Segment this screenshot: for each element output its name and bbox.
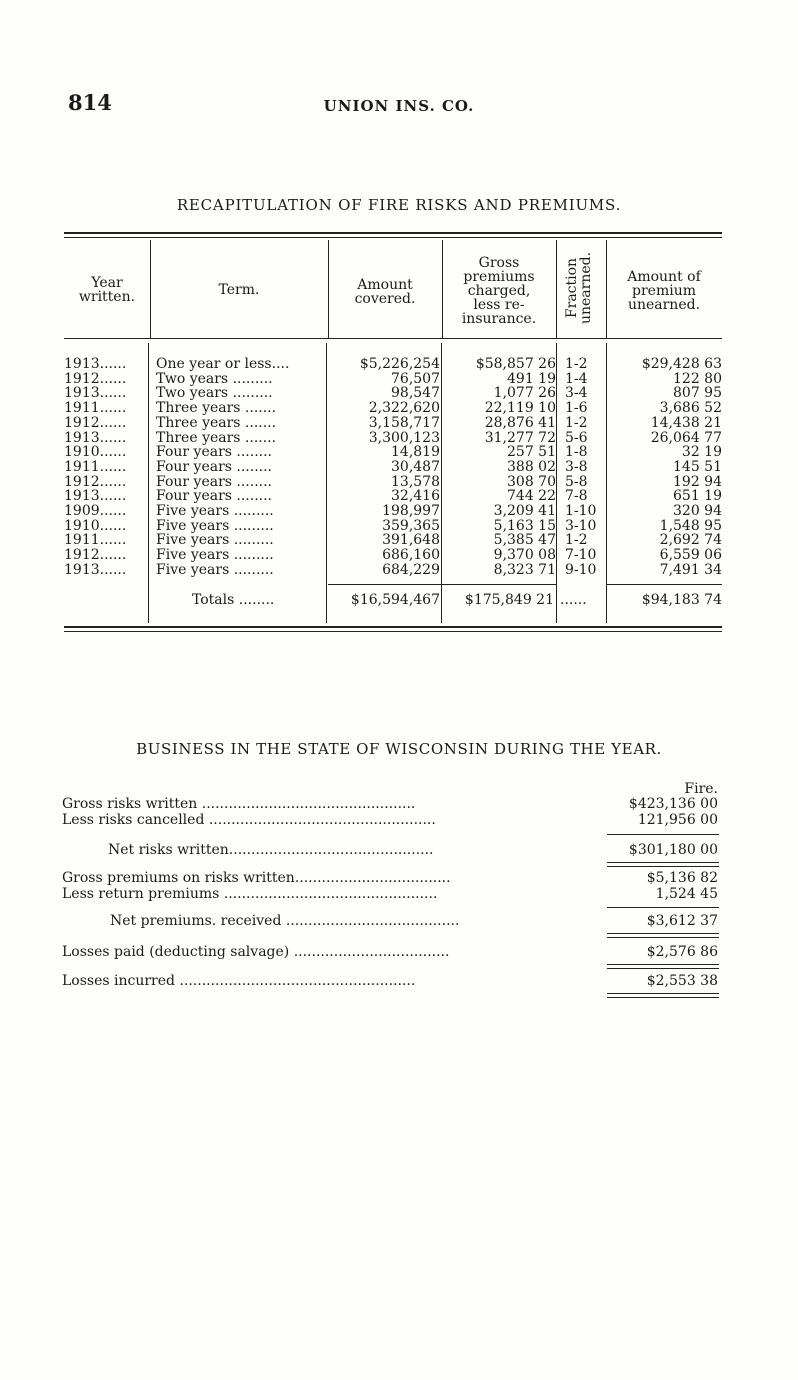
line-label: Net premiums. received ....................................... (110, 913, 460, 929)
subtotal-rule (607, 834, 719, 835)
header-unearned-line: unearned. (627, 297, 701, 313)
cell-gross: 257 51 (507, 445, 556, 460)
header-amount (328, 278, 442, 306)
recap-title: RECAPITULATION OF FIRE RISKS AND PREMIUMS. (176, 196, 622, 214)
table-top-rule (64, 232, 722, 234)
table-row (0, 416, 798, 431)
header-fraction-line: unearned. (578, 251, 594, 325)
header-amount-line: Amount (357, 277, 413, 293)
cell-year: 1913...... (64, 386, 127, 402)
totals-rule (442, 584, 556, 585)
cell-unearned: 807 95 (673, 386, 722, 402)
cell-fraction: 5-6 (565, 430, 588, 446)
totals-amount: $16,594,467 (350, 592, 440, 608)
cell-amount: 391,648 (382, 533, 440, 549)
cell-unearned: 122 80 (673, 371, 722, 387)
line-value: $301,180 00 (628, 842, 718, 858)
table-row (0, 504, 798, 519)
header-fraction (556, 240, 602, 336)
fire-column-header: Fire. (684, 781, 718, 797)
cell-amount: 684,229 (382, 562, 440, 578)
table-row (0, 372, 798, 387)
cell-unearned: 1,548 95 (659, 518, 722, 534)
cell-unearned: 32 19 (681, 445, 722, 460)
line-label: Gross risks written ................................................ (62, 796, 416, 812)
cell-fraction: 1-8 (565, 445, 588, 460)
cell-fraction: 9-10 (565, 562, 597, 578)
cell-year: 1913...... (64, 357, 127, 372)
line-label: Net risks written.............................................. (108, 842, 434, 858)
table-row (0, 357, 798, 372)
totals-rule (607, 584, 722, 585)
line-value: 1,524 45 (655, 886, 718, 902)
cell-term: Five years ......... (156, 548, 274, 563)
total-rule (607, 997, 719, 998)
cell-fraction: 3-8 (565, 459, 588, 475)
page-number: 814 (68, 90, 112, 115)
cell-amount: $5,226,254 (359, 357, 440, 372)
table-bottom-rule-2 (64, 631, 722, 632)
cell-amount: 3,158,717 (368, 415, 440, 431)
line-label: Less return premiums ................................................ (62, 886, 438, 902)
header-gross-line: insurance. (461, 311, 537, 327)
cell-amount: 3,300,123 (368, 430, 440, 446)
totals-gross: $175,849 21 (464, 592, 554, 608)
cell-amount: 686,160 (382, 548, 440, 563)
table-row (0, 519, 798, 534)
cell-unearned: 6,559 06 (659, 548, 722, 563)
cell-term: Five years ......... (156, 504, 274, 519)
cell-gross: 388 02 (507, 459, 556, 475)
cell-year: 1910...... (64, 445, 127, 460)
cell-fraction: 7-8 (565, 489, 588, 504)
line-label: Losses paid (deducting salvage) ................................... (62, 944, 450, 960)
cell-amount: 2,322,620 (368, 401, 440, 416)
cell-fraction: 1-10 (565, 504, 597, 519)
line-value: $2,553 38 (646, 973, 718, 989)
cell-unearned: 145 51 (673, 459, 722, 475)
line-value: $2,576 86 (646, 944, 718, 960)
line-value: $3,612 37 (646, 913, 718, 929)
cell-gross: 308 70 (507, 474, 556, 490)
cell-amount: 359,365 (382, 518, 440, 534)
cell-year: 1912...... (64, 474, 127, 490)
total-rule (607, 933, 719, 934)
cell-gross: 3,209 41 (493, 504, 556, 519)
cell-year: 1912...... (64, 548, 127, 563)
header-year (64, 276, 150, 304)
table-row (0, 445, 798, 460)
cell-gross: 1,077 26 (493, 386, 556, 402)
table-row (0, 548, 798, 563)
cell-term: Three years ....... (156, 415, 277, 431)
header-unearned-line: Amount of (627, 269, 701, 285)
header-gross-line: Gross (478, 255, 520, 271)
cell-unearned: 192 94 (673, 474, 722, 490)
total-rule (607, 968, 719, 969)
header-gross (442, 256, 556, 326)
header-bottom-rule (64, 338, 722, 339)
cell-unearned: 3,686 52 (659, 401, 722, 416)
header-unearned-line: premium (632, 283, 696, 299)
table-row (0, 431, 798, 446)
table-row (0, 386, 798, 401)
cell-unearned: $29,428 63 (641, 357, 722, 372)
cell-term: Five years ......... (156, 562, 274, 578)
cell-term: Four years ........ (156, 445, 273, 460)
totals-unearned: $94,183 74 (641, 592, 722, 608)
cell-year: 1913...... (64, 430, 127, 446)
cell-gross: 9,370 08 (493, 548, 556, 563)
header-term (150, 283, 328, 297)
cell-term: Five years ......... (156, 518, 274, 534)
cell-gross: 31,277 72 (484, 430, 556, 446)
cell-amount: 13,578 (391, 474, 440, 490)
cell-gross: 22,119 10 (484, 401, 556, 416)
line-label: Less risks cancelled ................................................... (62, 812, 436, 828)
cell-amount: 198,997 (382, 504, 440, 519)
cell-fraction: 3-4 (565, 386, 588, 402)
cell-year: 1910...... (64, 518, 127, 534)
cell-fraction: 1-2 (565, 357, 588, 372)
cell-term: Four years ........ (156, 474, 273, 490)
line-value: $5,136 82 (646, 870, 718, 886)
cell-term: Three years ....... (156, 401, 277, 416)
header-unearned (606, 270, 722, 312)
table-top-rule-2 (64, 237, 722, 238)
table-row (0, 489, 798, 504)
cell-amount: 98,547 (391, 386, 440, 402)
table-row (0, 460, 798, 475)
cell-year: 1912...... (64, 371, 127, 387)
cell-amount: 30,487 (391, 459, 440, 475)
header-year-line: written. (78, 289, 136, 305)
line-value: 121,956 00 (637, 812, 718, 828)
cell-gross: 744 22 (507, 489, 556, 504)
total-rule (607, 862, 719, 863)
cell-term: Three years ....... (156, 430, 277, 446)
header-amount-line: covered. (354, 291, 416, 307)
cell-fraction: 1-4 (565, 371, 588, 387)
cell-amount: 14,819 (391, 445, 440, 460)
cell-year: 1909...... (64, 504, 127, 519)
cell-gross: 8,323 71 (493, 562, 556, 578)
header-gross-line: less re- (473, 297, 525, 313)
table-row (0, 401, 798, 416)
totals-label: Totals ........ (192, 592, 275, 608)
header-term-line: Term. (218, 282, 260, 298)
cell-amount: 76,507 (391, 371, 440, 387)
cell-gross: $58,857 26 (475, 357, 556, 372)
cell-year: 1913...... (64, 562, 127, 578)
table-row (0, 563, 798, 578)
line-label: Losses incurred ..................................................... (62, 973, 416, 989)
wisconsin-title: BUSINESS IN THE STATE OF WISCONSIN DURING THE YEAR. (136, 740, 662, 758)
cell-term: One year or less.... (156, 357, 290, 372)
cell-gross: 28,876 41 (484, 415, 556, 431)
total-rule (607, 866, 719, 867)
cell-unearned: 14,438 21 (650, 415, 722, 431)
running-head: UNION INS. CO. (323, 97, 475, 115)
cell-gross: 491 19 (507, 371, 556, 387)
cell-fraction: 1-2 (565, 533, 588, 549)
line-value: $423,136 00 (628, 796, 718, 812)
cell-unearned: 26,064 77 (650, 430, 722, 446)
cell-term: Four years ........ (156, 459, 273, 475)
cell-year: 1913...... (64, 489, 127, 504)
line-label: Gross premiums on risks written................................... (62, 870, 451, 886)
cell-fraction: 1-2 (565, 415, 588, 431)
header-gross-line: charged, (467, 283, 531, 299)
cell-year: 1911...... (64, 401, 127, 416)
total-rule (607, 993, 719, 994)
header-gross-line: premiums (463, 269, 535, 285)
cell-term: Two years ......... (156, 371, 273, 387)
cell-term: Five years ......... (156, 533, 274, 549)
header-fraction-line: Fraction (564, 257, 580, 319)
table-row (0, 533, 798, 548)
cell-term: Four years ........ (156, 489, 273, 504)
cell-amount: 32,416 (391, 489, 440, 504)
cell-fraction: 5-8 (565, 474, 588, 490)
cell-fraction: 7-10 (565, 548, 597, 563)
cell-gross: 5,385 47 (493, 533, 556, 549)
total-rule (607, 964, 719, 965)
total-rule (607, 937, 719, 938)
totals-rule (328, 584, 441, 585)
cell-unearned: 651 19 (673, 489, 722, 504)
totals-fraction: ...... (560, 592, 587, 608)
cell-fraction: 1-6 (565, 401, 588, 416)
table-row (0, 475, 798, 490)
header-year-line: Year (91, 275, 123, 291)
cell-year: 1911...... (64, 533, 127, 549)
cell-year: 1912...... (64, 415, 127, 431)
cell-unearned: 320 94 (673, 504, 722, 519)
cell-year: 1911...... (64, 459, 127, 475)
cell-fraction: 3-10 (565, 518, 597, 534)
subtotal-rule (607, 907, 719, 908)
header-fraction-text (565, 252, 593, 324)
cell-gross: 5,163 15 (493, 518, 556, 534)
cell-term: Two years ......... (156, 386, 273, 402)
cell-unearned: 7,491 34 (659, 562, 722, 578)
cell-unearned: 2,692 74 (659, 533, 722, 549)
table-bottom-rule (64, 626, 722, 628)
